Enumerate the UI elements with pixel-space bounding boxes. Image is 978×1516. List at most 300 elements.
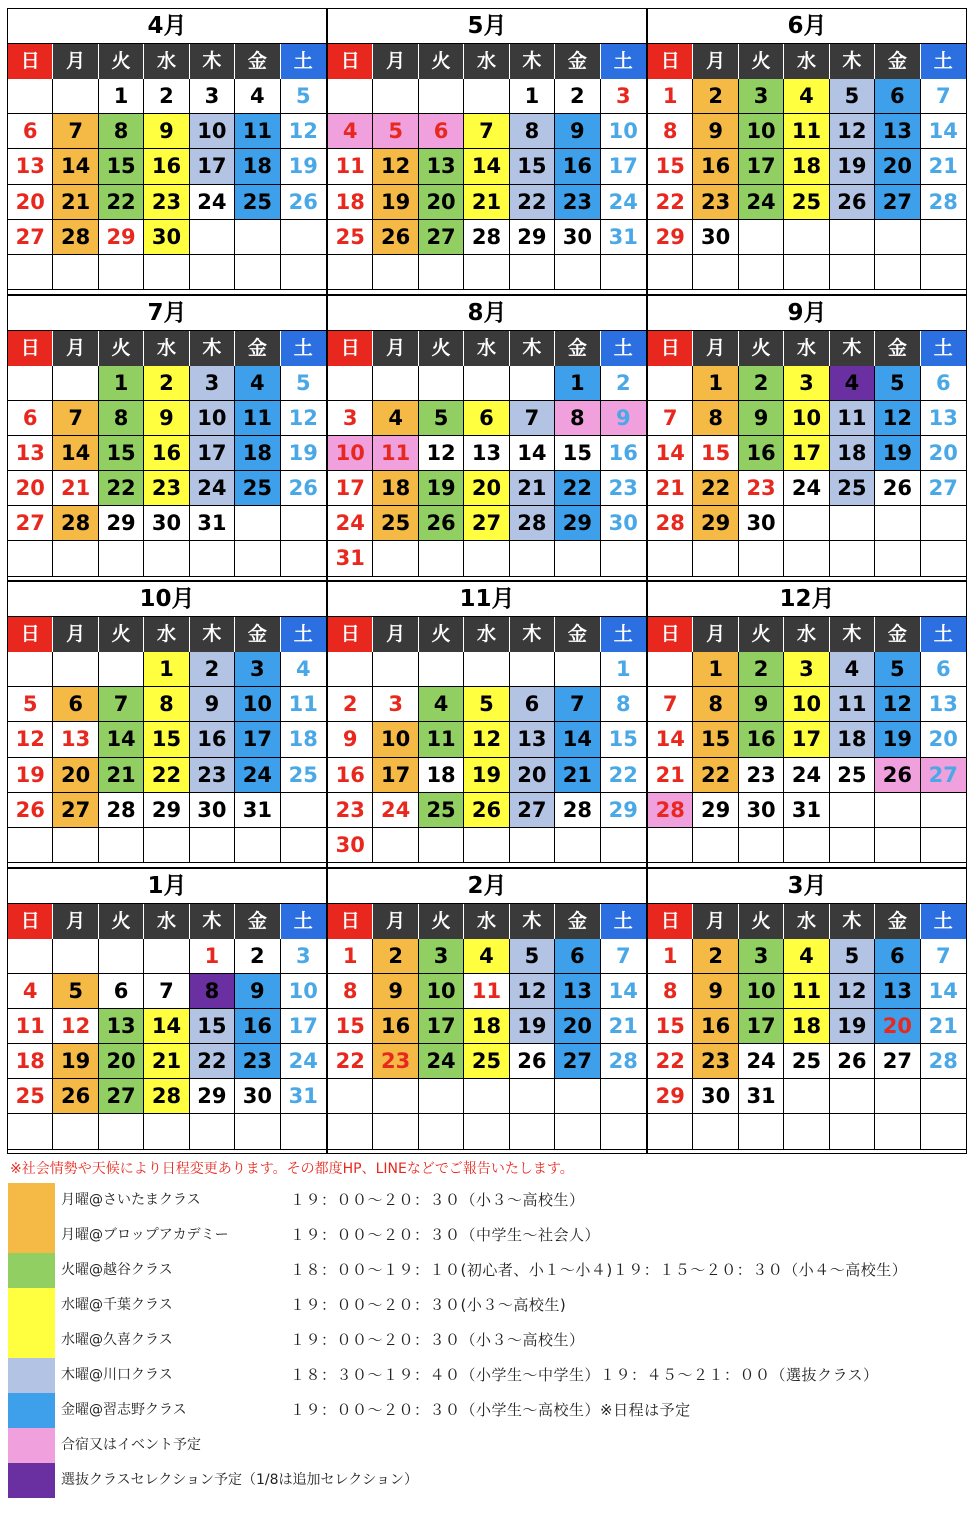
empty-cell: [875, 1079, 920, 1114]
day-cell: 9: [693, 114, 738, 149]
empty-cell: [144, 939, 189, 974]
empty-cell: [784, 220, 829, 255]
weekday-header: [648, 904, 966, 939]
empty-cell: [739, 255, 784, 290]
weekday-label: 日: [8, 617, 53, 652]
empty-cell: [921, 506, 966, 541]
day-cell: 13: [8, 149, 53, 184]
empty-cell: [510, 828, 555, 863]
month-title: 10月: [8, 582, 326, 617]
day-cell: 12: [281, 114, 326, 149]
day-cell: 28: [53, 506, 98, 541]
day-cell: 22: [648, 1044, 693, 1079]
weekday-label: 土: [921, 904, 966, 939]
empty-cell: [53, 1114, 98, 1149]
day-cell: 14: [510, 436, 555, 471]
day-cell: 26: [419, 506, 464, 541]
weekday-label: 火: [739, 617, 784, 652]
day-cell: 21: [648, 758, 693, 793]
day-cell: 28: [648, 506, 693, 541]
weekday-header: [648, 44, 966, 79]
empty-cell: [739, 220, 784, 255]
weekday-label: 金: [235, 904, 280, 939]
weekday-header: [328, 617, 646, 652]
day-cell: 16: [739, 722, 784, 757]
legend-swatch: [8, 1428, 55, 1463]
weekday-label: 月: [373, 331, 418, 366]
day-cell: 14: [144, 1009, 189, 1044]
day-cell: 5: [373, 114, 418, 149]
day-cell: 5: [8, 687, 53, 722]
day-cell: 9: [739, 687, 784, 722]
day-cell: 5: [419, 401, 464, 436]
day-cell: 23: [373, 1044, 418, 1079]
day-cell: 13: [419, 149, 464, 184]
day-cell: 16: [693, 1009, 738, 1044]
day-cell: 22: [144, 758, 189, 793]
empty-cell: [921, 1114, 966, 1149]
day-cell: 16: [555, 149, 600, 184]
day-cell: 19: [875, 722, 920, 757]
day-cell: 13: [875, 114, 920, 149]
day-cell: 2: [190, 652, 235, 687]
weekday-label: 土: [921, 44, 966, 79]
day-cell: 25: [830, 758, 875, 793]
weekday-label: 月: [693, 904, 738, 939]
day-cell: 24: [190, 185, 235, 220]
weekday-label: 月: [53, 904, 98, 939]
empty-cell: [328, 366, 373, 401]
empty-cell: [373, 652, 418, 687]
month-block: [647, 868, 967, 1155]
day-cell: 29: [601, 793, 646, 828]
day-cell: 6: [875, 79, 920, 114]
empty-cell: [190, 220, 235, 255]
day-cell: 16: [373, 1009, 418, 1044]
legend-row: [8, 1218, 976, 1253]
day-cell: 27: [921, 471, 966, 506]
day-cell: 11: [281, 687, 326, 722]
empty-cell: [555, 828, 600, 863]
day-cell: 24: [190, 471, 235, 506]
empty-cell: [8, 652, 53, 687]
empty-cell: [648, 1114, 693, 1149]
day-cell: 27: [875, 185, 920, 220]
month-title: 4月: [8, 9, 326, 44]
day-cell: 3: [235, 652, 280, 687]
day-cell: 12: [510, 974, 555, 1009]
day-cell: 13: [921, 401, 966, 436]
empty-cell: [328, 652, 373, 687]
day-cell: 25: [235, 185, 280, 220]
empty-cell: [464, 255, 509, 290]
legend-class-name: 水曜@久喜クラス: [61, 1332, 173, 1348]
day-cell: 6: [464, 401, 509, 436]
empty-cell: [53, 828, 98, 863]
day-cell: 20: [464, 471, 509, 506]
day-cell: 14: [921, 974, 966, 1009]
weekday-label: 木: [190, 617, 235, 652]
legend-row: [8, 1253, 976, 1288]
empty-cell: [53, 541, 98, 576]
empty-cell: [648, 366, 693, 401]
day-cell: 2: [328, 687, 373, 722]
day-cell: 1: [648, 79, 693, 114]
day-cell: 29: [510, 220, 555, 255]
weekday-header: [328, 44, 646, 79]
empty-cell: [739, 1114, 784, 1149]
weekday-label: 火: [99, 331, 144, 366]
day-cell: 27: [875, 1044, 920, 1079]
empty-cell: [8, 366, 53, 401]
empty-cell: [830, 255, 875, 290]
empty-cell: [373, 1079, 418, 1114]
day-grid: [648, 939, 966, 1150]
day-cell: 2: [235, 939, 280, 974]
day-cell: 17: [235, 722, 280, 757]
legend-swatch: [8, 1393, 55, 1428]
day-cell: 23: [693, 185, 738, 220]
day-cell: 13: [8, 436, 53, 471]
day-cell: 19: [830, 1009, 875, 1044]
day-cell: 20: [8, 471, 53, 506]
day-cell: 5: [510, 939, 555, 974]
day-cell: 15: [555, 436, 600, 471]
day-cell: 9: [693, 974, 738, 1009]
day-grid: [8, 939, 326, 1150]
day-cell: 28: [510, 506, 555, 541]
day-cell: 1: [601, 652, 646, 687]
day-cell: 29: [648, 220, 693, 255]
day-cell: 8: [144, 687, 189, 722]
empty-cell: [464, 1079, 509, 1114]
day-cell: 18: [830, 722, 875, 757]
day-cell: 28: [648, 793, 693, 828]
day-cell: 10: [784, 401, 829, 436]
empty-cell: [875, 255, 920, 290]
empty-cell: [464, 1114, 509, 1149]
day-cell: 30: [601, 506, 646, 541]
day-cell: 30: [739, 793, 784, 828]
day-cell: 27: [99, 1079, 144, 1114]
empty-cell: [875, 220, 920, 255]
legend-class-time: １８：３０～１９：４０（小学生～中学生）１９：４５～２１：００（選抜クラス）: [290, 1366, 879, 1384]
day-cell: 13: [921, 687, 966, 722]
day-cell: 29: [99, 506, 144, 541]
day-cell: 6: [53, 687, 98, 722]
day-cell: 20: [875, 149, 920, 184]
empty-cell: [555, 255, 600, 290]
day-cell: 1: [693, 366, 738, 401]
legend-class-name: 火曜@越谷クラス: [61, 1262, 173, 1278]
weekday-label: 木: [190, 331, 235, 366]
day-cell: 12: [875, 687, 920, 722]
day-cell: 30: [693, 220, 738, 255]
weekday-label: 金: [235, 617, 280, 652]
day-cell: 9: [144, 401, 189, 436]
day-cell: 16: [328, 758, 373, 793]
day-cell: 18: [784, 1009, 829, 1044]
day-cell: 4: [830, 652, 875, 687]
empty-cell: [281, 828, 326, 863]
day-cell: 31: [328, 541, 373, 576]
day-cell: 26: [875, 758, 920, 793]
day-cell: 6: [8, 401, 53, 436]
month-title: 9月: [648, 296, 966, 331]
day-cell: 4: [784, 79, 829, 114]
month-title: 1月: [8, 869, 326, 904]
day-cell: 20: [921, 436, 966, 471]
day-cell: 26: [875, 471, 920, 506]
day-cell: 6: [8, 114, 53, 149]
day-cell: 30: [693, 1079, 738, 1114]
day-cell: 29: [648, 1079, 693, 1114]
day-cell: 26: [830, 185, 875, 220]
day-cell: 17: [190, 149, 235, 184]
class-legend: [8, 1183, 976, 1498]
day-cell: 24: [739, 185, 784, 220]
day-cell: 17: [419, 1009, 464, 1044]
day-cell: 24: [235, 758, 280, 793]
weekday-header: [648, 331, 966, 366]
day-cell: 12: [373, 149, 418, 184]
day-cell: 20: [875, 1009, 920, 1044]
legend-swatch: [8, 1463, 55, 1498]
empty-cell: [555, 541, 600, 576]
month-title: 5月: [328, 9, 646, 44]
month-block: [327, 868, 647, 1155]
empty-cell: [144, 1114, 189, 1149]
empty-cell: [510, 255, 555, 290]
day-cell: 22: [648, 185, 693, 220]
month-block: [647, 295, 967, 582]
day-grid: [328, 366, 646, 577]
day-cell: 12: [830, 114, 875, 149]
day-cell: 15: [99, 149, 144, 184]
day-cell: 3: [373, 687, 418, 722]
empty-cell: [648, 828, 693, 863]
empty-cell: [693, 1114, 738, 1149]
day-cell: 8: [601, 687, 646, 722]
weekday-label: 水: [144, 331, 189, 366]
day-cell: 2: [693, 79, 738, 114]
weekday-label: 月: [693, 617, 738, 652]
day-cell: 26: [373, 220, 418, 255]
day-cell: 20: [555, 1009, 600, 1044]
day-cell: 3: [601, 79, 646, 114]
empty-cell: [144, 828, 189, 863]
weekday-label: 月: [693, 331, 738, 366]
weekday-label: 土: [601, 904, 646, 939]
day-grid: [8, 366, 326, 577]
day-cell: 3: [190, 79, 235, 114]
day-cell: 10: [281, 974, 326, 1009]
weekday-label: 木: [830, 331, 875, 366]
month-block: [647, 8, 967, 295]
empty-cell: [555, 1114, 600, 1149]
day-cell: 15: [510, 149, 555, 184]
day-cell: 31: [601, 220, 646, 255]
day-cell: 17: [281, 1009, 326, 1044]
day-cell: 20: [419, 185, 464, 220]
day-cell: 23: [235, 1044, 280, 1079]
weekday-label: 土: [281, 904, 326, 939]
day-cell: 21: [555, 758, 600, 793]
day-cell: 23: [144, 185, 189, 220]
day-cell: 29: [144, 793, 189, 828]
empty-cell: [190, 1114, 235, 1149]
day-cell: 22: [601, 758, 646, 793]
legend-swatch: [8, 1358, 55, 1393]
legend-class-name: 合宿又はイベント予定: [61, 1437, 201, 1453]
day-cell: 31: [784, 793, 829, 828]
day-cell: 29: [693, 793, 738, 828]
empty-cell: [830, 828, 875, 863]
empty-cell: [99, 255, 144, 290]
day-cell: 30: [328, 828, 373, 863]
day-cell: 5: [53, 974, 98, 1009]
month-block: [647, 581, 967, 868]
day-cell: 17: [784, 436, 829, 471]
day-cell: 13: [53, 722, 98, 757]
empty-cell: [921, 1079, 966, 1114]
legend-row: [8, 1463, 976, 1498]
month-title: 11月: [328, 582, 646, 617]
day-cell: 17: [190, 436, 235, 471]
day-cell: 8: [99, 114, 144, 149]
day-cell: 19: [464, 758, 509, 793]
day-cell: 11: [830, 687, 875, 722]
empty-cell: [601, 828, 646, 863]
legend-class-name: 選抜クラスセレクション予定（1/8は追加セレクション）: [61, 1472, 418, 1488]
day-cell: 28: [601, 1044, 646, 1079]
day-cell: 10: [373, 722, 418, 757]
day-cell: 5: [830, 939, 875, 974]
day-grid: [328, 939, 646, 1150]
month-title: 12月: [648, 582, 966, 617]
weekday-label: 日: [648, 617, 693, 652]
day-cell: 5: [464, 687, 509, 722]
day-cell: 16: [235, 1009, 280, 1044]
day-cell: 1: [510, 79, 555, 114]
day-cell: 20: [53, 758, 98, 793]
day-cell: 18: [464, 1009, 509, 1044]
empty-cell: [235, 220, 280, 255]
day-cell: 30: [144, 506, 189, 541]
day-cell: 26: [281, 471, 326, 506]
weekday-label: 水: [464, 331, 509, 366]
day-cell: 25: [784, 1044, 829, 1079]
empty-cell: [510, 652, 555, 687]
empty-cell: [53, 939, 98, 974]
legend-row: [8, 1358, 976, 1393]
day-cell: 21: [510, 471, 555, 506]
day-grid: [648, 652, 966, 863]
day-cell: 21: [53, 471, 98, 506]
empty-cell: [830, 1079, 875, 1114]
weekday-label: 水: [784, 904, 829, 939]
weekday-label: 木: [510, 904, 555, 939]
empty-cell: [693, 255, 738, 290]
weekday-label: 木: [510, 617, 555, 652]
day-cell: 23: [328, 793, 373, 828]
empty-cell: [281, 255, 326, 290]
empty-cell: [510, 1079, 555, 1114]
day-cell: 15: [190, 1009, 235, 1044]
day-cell: 4: [784, 939, 829, 974]
day-cell: 10: [739, 974, 784, 1009]
day-grid: [328, 652, 646, 863]
legend-class-time: １９：００～２０：３０（小３～高校生）: [290, 1331, 585, 1349]
legend-class-time: １９：００～２０：３０（中学生～社会人）: [290, 1226, 601, 1244]
weekday-label: 日: [8, 44, 53, 79]
day-cell: 8: [99, 401, 144, 436]
empty-cell: [921, 541, 966, 576]
weekday-label: 土: [601, 331, 646, 366]
day-cell: 4: [235, 366, 280, 401]
day-cell: 24: [419, 1044, 464, 1079]
day-cell: 24: [281, 1044, 326, 1079]
day-cell: 7: [648, 687, 693, 722]
empty-cell: [235, 541, 280, 576]
weekday-label: 月: [373, 904, 418, 939]
month-title: 7月: [8, 296, 326, 331]
day-cell: 18: [235, 436, 280, 471]
day-cell: 8: [555, 401, 600, 436]
day-cell: 8: [693, 687, 738, 722]
day-cell: 10: [419, 974, 464, 1009]
day-cell: 29: [99, 220, 144, 255]
weekday-label: 金: [555, 617, 600, 652]
empty-cell: [555, 1079, 600, 1114]
day-cell: 15: [693, 436, 738, 471]
day-cell: 2: [739, 652, 784, 687]
day-cell: 4: [235, 79, 280, 114]
empty-cell: [601, 255, 646, 290]
day-cell: 9: [555, 114, 600, 149]
weekday-label: 月: [373, 44, 418, 79]
empty-cell: [190, 828, 235, 863]
day-cell: 7: [53, 401, 98, 436]
empty-cell: [419, 1079, 464, 1114]
day-cell: 8: [693, 401, 738, 436]
empty-cell: [784, 1114, 829, 1149]
day-cell: 30: [739, 506, 784, 541]
weekday-label: 水: [144, 617, 189, 652]
legend-class-name: 金曜@習志野クラス: [61, 1402, 187, 1418]
day-cell: 12: [281, 401, 326, 436]
weekday-label: 水: [464, 617, 509, 652]
day-cell: 12: [53, 1009, 98, 1044]
weekday-label: 金: [875, 617, 920, 652]
empty-cell: [464, 541, 509, 576]
day-cell: 18: [419, 758, 464, 793]
day-cell: 24: [328, 506, 373, 541]
day-cell: 21: [648, 471, 693, 506]
day-cell: 7: [99, 687, 144, 722]
day-cell: 22: [510, 185, 555, 220]
weekday-header: [328, 904, 646, 939]
day-cell: 7: [648, 401, 693, 436]
empty-cell: [99, 1114, 144, 1149]
day-cell: 2: [144, 79, 189, 114]
empty-cell: [419, 366, 464, 401]
day-cell: 14: [53, 436, 98, 471]
empty-cell: [419, 1114, 464, 1149]
day-cell: 15: [648, 149, 693, 184]
day-cell: 14: [648, 436, 693, 471]
day-cell: 22: [693, 758, 738, 793]
